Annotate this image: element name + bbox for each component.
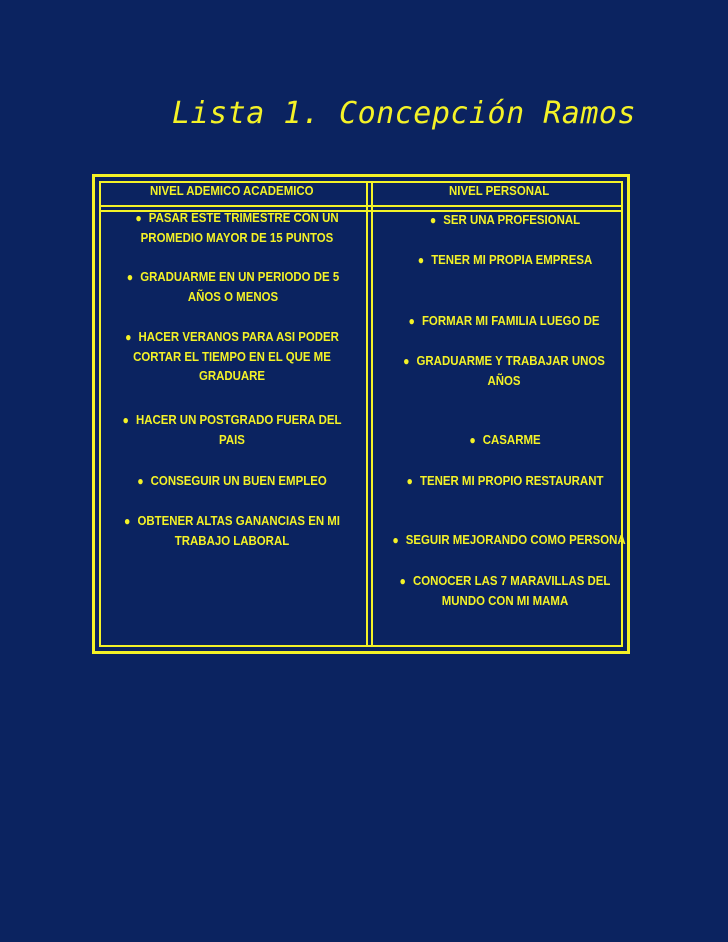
list-item-personal: ● SEGUIR MEJORANDO COMO PERSONA [392, 532, 626, 547]
bullet-icon: ● [392, 533, 399, 547]
list-item-personal: ● TENER MI PROPIA EMPRESA [417, 252, 593, 267]
header-academic: NIVEL ADEMICO ACADEMICO [150, 183, 314, 198]
list-item-academic: ● CONSEGUIR UN BUEN EMPLEO [137, 473, 327, 488]
bullet-icon: ● [124, 514, 131, 528]
list-item-academic: ● HACER VERANOS PARA ASI PODER CORTAR EL TIEMPO EN EL QUE ME GRADUARE [125, 329, 339, 383]
bullet-icon: ● [403, 354, 410, 368]
bullet-icon: ● [469, 433, 476, 447]
list-item-academic: ● PASAR ESTE TRIMESTRE CON UN PROMEDIO MAYOR DE 15 PUNTOS [135, 210, 339, 245]
bullet-icon: ● [406, 474, 413, 488]
bullet-icon: ● [126, 270, 134, 284]
list-item-personal: ● CONOCER LAS 7 MARAVILLAS DEL MUNDO CON MI MAMA [399, 573, 611, 608]
list-item-personal: ● TENER MI PROPIO RESTAURANT [406, 473, 604, 488]
bullet-icon: ● [429, 213, 437, 227]
header-divider [101, 205, 621, 207]
list-item-academic: ● OBTENER ALTAS GANANCIAS EN MI TRABAJO LABORAL [124, 513, 340, 548]
list-item-personal: ● CASARME [469, 432, 541, 447]
header-personal: NIVEL PERSONAL [449, 183, 550, 198]
list-item-personal: ● SER UNA PROFESIONAL [429, 212, 581, 227]
column-divider [366, 183, 368, 645]
bullet-icon: ● [135, 211, 142, 225]
list-item-personal: ● GRADUARME Y TRABAJAR UNOS AÑOS [403, 353, 605, 388]
bullet-icon: ● [137, 474, 144, 488]
list-item-academic: ● GRADUARME EN UN PERIODO DE 5 AÑOS O MENOS [126, 269, 340, 304]
bullet-icon: ● [125, 330, 132, 344]
bullet-icon: ● [122, 413, 129, 427]
bullet-icon: ● [417, 253, 425, 267]
column-divider [371, 183, 373, 645]
bullet-icon: ● [399, 574, 406, 588]
page-title: Lista 1. Concepción Ramos [172, 96, 637, 131]
list-item-personal: ● FORMAR MI FAMILIA LUEGO DE [408, 313, 600, 328]
list-item-academic: ● HACER UN POSTGRADO FUERA DEL PAIS [122, 412, 342, 447]
bullet-icon: ● [408, 314, 415, 328]
